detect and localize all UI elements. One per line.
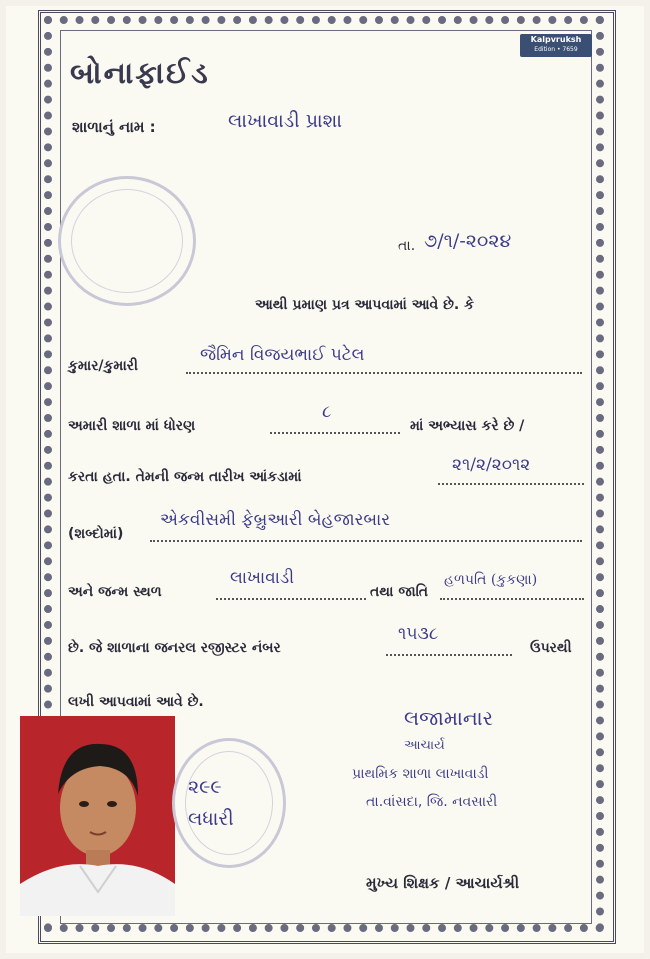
student-name: જૈમિન વિજયભાઈ પટેલ bbox=[200, 345, 365, 365]
student-photo bbox=[20, 716, 175, 916]
register-label: છે. જે શાળાના જનરલ રજીસ્ટર નંબર bbox=[68, 640, 281, 656]
principal-role: આચાર્ય bbox=[404, 738, 445, 753]
document-title: બોનાફાઈડ bbox=[70, 56, 210, 91]
closing-text: લખી આપવામાં આવે છે. bbox=[68, 694, 204, 710]
school-seal-top bbox=[58, 176, 196, 306]
student-label: કુમાર/કુમારી bbox=[68, 358, 138, 374]
register-dotline bbox=[386, 654, 512, 656]
standard-dotline bbox=[270, 432, 400, 434]
publisher-edition: Edition • 7659 bbox=[534, 46, 578, 53]
dob-dotline bbox=[438, 483, 584, 485]
above-text: ઉપરથી bbox=[530, 640, 572, 656]
publisher-logo bbox=[520, 34, 592, 57]
caste-label: તથા જાતિ bbox=[370, 584, 429, 600]
date-label: તા. bbox=[398, 238, 416, 254]
stamp-handwritten-sign: લધારી bbox=[188, 808, 234, 830]
birthplace-value: લાખાવાડી bbox=[230, 568, 295, 588]
principal-taluka: તા.વાંસદા, જિ. નવસારી bbox=[366, 794, 498, 810]
standard-value: ૮ bbox=[322, 402, 332, 422]
words-dotline bbox=[150, 540, 582, 542]
publisher-name: Kalpvruksh bbox=[530, 35, 582, 44]
footer-designation: મુખ્ય શિક્ષક / આચાર્યશ્રી bbox=[366, 874, 520, 892]
school-seal-bottom bbox=[172, 738, 286, 868]
stamp-handwritten-number: ૨૯૯ bbox=[188, 776, 222, 798]
principal-school: પ્રાથમિક શાળા લાખાવાડી bbox=[352, 766, 489, 782]
principal-signature: લજામાનાર bbox=[404, 706, 493, 730]
student-dotline bbox=[186, 372, 582, 374]
birthplace-dotline bbox=[216, 598, 366, 600]
standard-label: અમારી શાળા માં ધોરણ bbox=[68, 418, 196, 434]
register-value: ૧૫૩૮ bbox=[398, 624, 439, 644]
school-name-label: શાળાનું નામ : bbox=[72, 118, 156, 136]
words-label: (શબ્દોમાં) bbox=[68, 526, 124, 542]
birthplace-label: અને જન્મ સ્થળ bbox=[68, 584, 162, 600]
caste-dotline bbox=[440, 598, 584, 600]
dob-value: ૨૧/૨/૨૦૧૨ bbox=[452, 455, 531, 475]
caste-value: હળપતિ (કુકણા) bbox=[444, 572, 538, 588]
date-value: ૭/૧/-૨૦૨૪ bbox=[424, 230, 512, 252]
words-value: એકવીસમી ફેબ્રુઆરી બેહજારબાર bbox=[160, 510, 391, 530]
school-name-value: લાખાવાડી પ્રાશા bbox=[228, 110, 342, 132]
intro-text: આથી પ્રમાણ પ્રત્ર આપવામાં આવે છે. કે bbox=[255, 297, 475, 313]
dob-label: કરતા હતા. તેમની જન્મ તારીખ આંકડામાં bbox=[68, 469, 302, 485]
studying-text: માં અભ્યાસ કરે છે / bbox=[410, 418, 525, 434]
